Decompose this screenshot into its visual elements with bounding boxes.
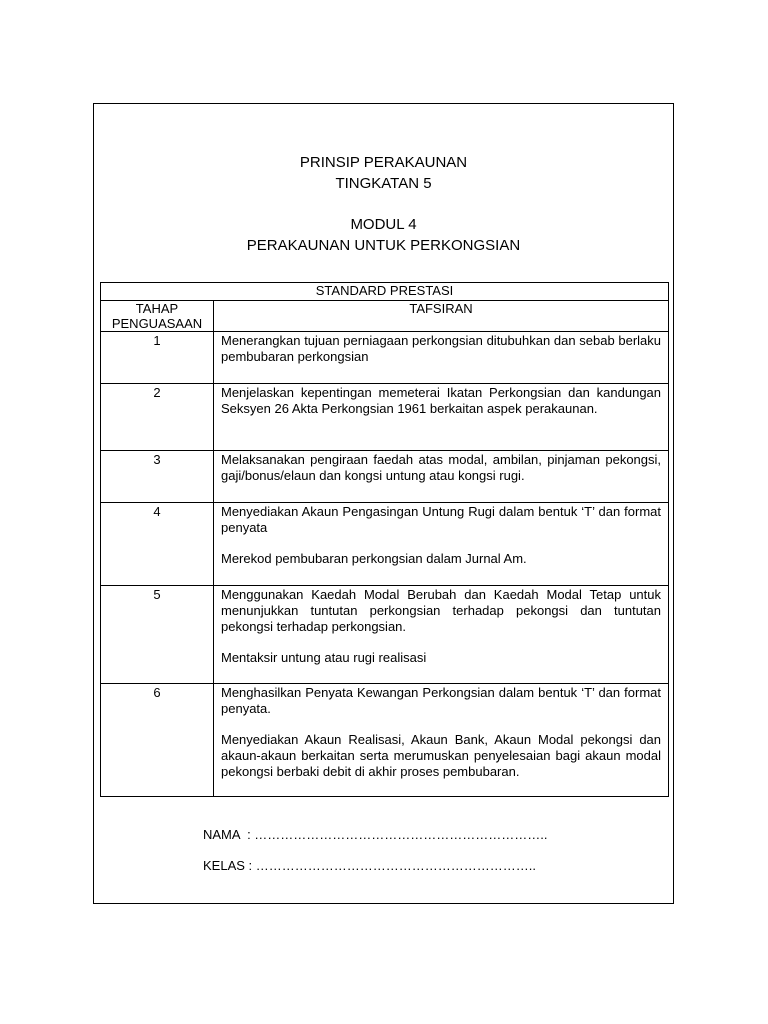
desc-cell <box>214 503 669 586</box>
level-cell: 1 <box>101 332 214 384</box>
desc-paragraph: Menghasilkan Penyata Kewangan Perkongsian dalam bentuk ‘T’ dan format penyata. <box>221 685 662 716</box>
name-field-line: NAMA : ………………………………………………………….. <box>203 827 548 842</box>
desc-paragraph: Menerangkan tujuan perniagaan perkongsian ditubuhkan dan sebab berlaku pembubaran perkongsian <box>221 333 662 364</box>
level-title: TINGKATAN 5 <box>335 175 432 192</box>
col-header-level: TAHAP PENGUASAAN <box>101 301 214 332</box>
table-row <box>101 451 669 503</box>
desc-paragraph: Melaksanakan pengiraan faedah atas modal, ambilan, pinjaman pekongsi, gaji/bonus/elaun dan kongsi untung atau kongsi rugi. <box>221 452 662 483</box>
level-cell: 5 <box>101 586 214 684</box>
table-row <box>101 586 669 684</box>
desc-paragraph: Menjelaskan kepentingan memeterai Ikatan Perkongsian dan kandungan Seksyen 26 Akta Perkongsian 1961 berkaitan aspek perakaunan. <box>221 385 662 416</box>
table-row <box>101 384 669 451</box>
desc-paragraph: Menggunakan Kaedah Modal Berubah dan Kaedah Modal Tetap untuk menunjukkan tuntutan perkongsian terhadap pekongsi dan tuntutan pekongsi terhadap perkongsian. <box>221 587 662 634</box>
level-cell: 6 <box>101 684 214 797</box>
table-row <box>101 684 669 797</box>
desc-cell <box>214 684 669 797</box>
desc-cell <box>214 451 669 503</box>
level-cell: 4 <box>101 503 214 586</box>
desc-cell <box>214 586 669 684</box>
table-row <box>101 503 669 586</box>
standard-prestasi-table <box>100 282 669 797</box>
level-cell: 2 <box>101 384 214 451</box>
desc-paragraph: Menyediakan Akaun Pengasingan Untung Rugi dalam bentuk ‘T’ dan format penyata <box>221 504 662 535</box>
title-block <box>93 152 674 256</box>
desc-cell <box>214 384 669 451</box>
subject-title: PRINSIP PERAKAUNAN <box>299 154 468 171</box>
level-cell: 3 <box>101 451 214 503</box>
table-row <box>101 332 669 384</box>
module-title: PERAKAUNAN UNTUK PERKONGSIAN <box>246 237 521 254</box>
class-field-line: KELAS : ……………………………………………………….. <box>203 858 536 873</box>
desc-paragraph: Menyediakan Akaun Realisasi, Akaun Bank, Akaun Modal pekongsi dan akaun-akaun berkaitan serta merumuskan penyelesaian bagi akaun modal pekongsi berbaki debit di akhir proses pembubaran. <box>221 732 662 779</box>
col-header-desc: TAFSIRAN <box>214 301 669 332</box>
desc-cell <box>214 332 669 384</box>
module-number: MODUL 4 <box>350 216 417 233</box>
table-title: STANDARD PRESTASI <box>101 283 669 301</box>
desc-paragraph: Merekod pembubaran perkongsian dalam Jurnal Am. <box>221 551 527 566</box>
desc-paragraph: Mentaksir untung atau rugi realisasi <box>221 650 427 665</box>
